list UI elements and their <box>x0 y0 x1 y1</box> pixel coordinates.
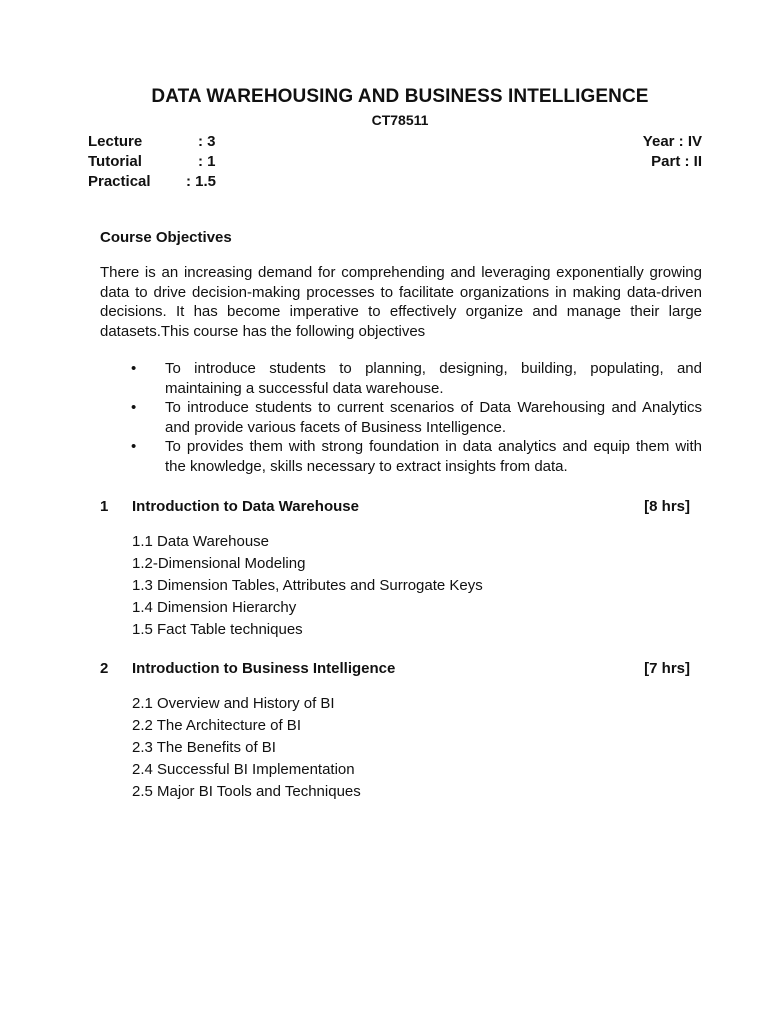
practical-label: Practical <box>88 173 151 190</box>
unit-name: Introduction to Data Warehouse <box>132 498 359 515</box>
objectives-paragraph: There is an increasing demand for comprehending and leveraging exponentially growing data to drive decision-making processes to facilitate organizations in making data-driven decisions. It has become imperative to effectively organize and manage their large datasets.This course has the following objectives <box>100 264 702 340</box>
topic-item: 1.3 Dimension Tables, Attributes and Surrogate Keys <box>132 577 483 594</box>
lecture-label: Lecture <box>88 133 143 150</box>
topic-item: 2.3 The Benefits of BI <box>132 739 276 756</box>
topic-item: 1.1 Data Warehouse <box>132 533 270 550</box>
objectives-heading: Course Objectives <box>100 229 232 246</box>
objective-text: To introduce students to current scenarios of Data Warehousing and Analytics and provide various facets of Business Intelligence. <box>165 399 702 436</box>
unit-hours: [7 hrs] <box>644 660 690 677</box>
part-label: Part : II <box>651 153 702 170</box>
course-hours-block <box>88 132 217 192</box>
tutorial-label: Tutorial <box>88 153 142 170</box>
bullet-icon: • <box>131 399 137 416</box>
topic-item: 2.1 Overview and History of BI <box>132 695 335 712</box>
year-label: Year : IV <box>642 133 702 150</box>
topic-item: 2.2 The Architecture of BI <box>132 717 301 734</box>
topic-item: 2.5 Major BI Tools and Techniques <box>132 783 361 800</box>
tutorial-row <box>88 152 216 172</box>
tutorial-value: : 1 <box>198 153 216 170</box>
objective-item <box>100 437 702 476</box>
objective-text: To introduce students to planning, designing, building, populating, and maintaining a successful data warehouse. <box>165 360 702 397</box>
topic-item: 1.4 Dimension Hierarchy <box>132 599 297 616</box>
objective-item <box>100 398 702 437</box>
year-part-block <box>643 132 702 172</box>
bullet-icon: • <box>131 360 137 377</box>
practical-value: : 1.5 <box>186 173 217 190</box>
unit-name: Introduction to Business Intelligence <box>132 660 396 677</box>
practical-row <box>88 172 217 192</box>
topic-item: 1.2-Dimensional Modeling <box>132 555 306 572</box>
unit-number: 1 <box>100 498 109 515</box>
course-code: CT78511 <box>371 112 429 128</box>
objectives-list <box>100 359 702 476</box>
lecture-value: : 3 <box>198 133 216 150</box>
unit-number: 2 <box>100 660 109 677</box>
objective-item <box>100 359 702 398</box>
unit-1-topics <box>132 531 483 641</box>
unit-2-topics <box>132 693 361 803</box>
course-title: DATA WAREHOUSING AND BUSINESS INTELLIGENCE <box>151 86 649 107</box>
topic-item: 1.5 Fact Table techniques <box>132 621 303 638</box>
objective-text: To provides them with strong foundation in data analytics and equip them with the knowledge, skills necessary to extract insights from data. <box>165 438 702 475</box>
topic-item: 2.4 Successful BI Implementation <box>132 761 355 778</box>
bullet-icon: • <box>131 438 137 455</box>
lecture-row <box>88 132 216 152</box>
unit-hours: [8 hrs] <box>644 498 690 515</box>
